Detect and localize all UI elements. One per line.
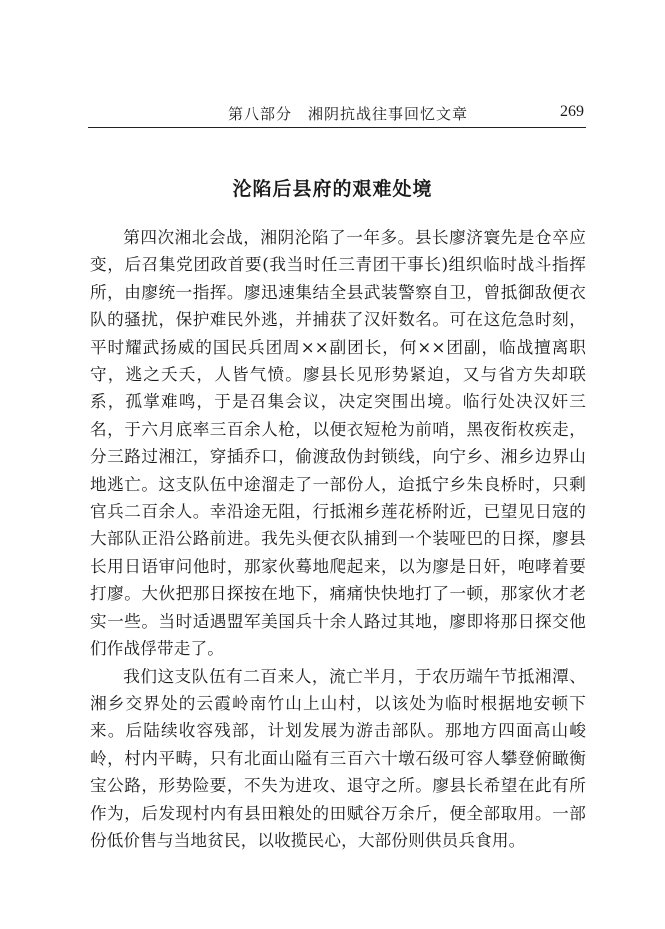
article-body (90, 224, 586, 854)
header-divider (88, 127, 586, 128)
section-title: 第八部分 湘阴抗战往事回忆文章 (228, 105, 469, 123)
article-title: 沦陷后县府的艰难处境 (232, 178, 433, 200)
running-header (88, 103, 586, 125)
paragraph-2: 我们这支队伍有二百来人，流亡半月，于农历端午节抵湘潭、湘乡交界处的云霞岭南竹山上山村，以该处为临时根据地安顿下来。后陆续收容残部，计划发展为游击部队。那地方四面高山峻岭，村内平畴，只有北面山隘有三百六十墩石级可容人攀登俯瞰衡宝公路，形势险要，不失为进攻、退守之所。廖县长希望在此有所作为，后发现村内有县田粮处的田赋谷万余斤，便全部取用。一部份低价售与当地贫民，以收揽民心，大部份则供员兵食用。 (90, 666, 586, 850)
page-number: 269 (560, 103, 584, 120)
paragraph-1: 第四次湘北会战，湘阴沦陷了一年多。县长廖济寰先是仓卒应变，后召集党团政首要(我当时任三青团干事长)组织临时战斗指挥所，由廖统一指挥。廖迅速集结全县武装警察自卫，曾抵御敌便衣队的骚扰，保护难民外逃，并捕获了汉奸数名。可在这危急时刻，平时耀武扬威的国民兵团周××副团长，何××团副，临战擅离职守，逃之夭夭，人皆气愤。廖县长见形势紧迫，又与省方失却联系，孤掌难鸣，于是召集会议，决定突围出境。临行处决汉奸三名，于六月底率三百余人枪，以便衣短枪为前哨，黑夜衔枚疾走，分三路过湘江，穿插乔口，偷渡敌伪封锁线，向宁乡、湘乡边界山地逃亡。这支队伍中途溜走了一部份人，迨抵宁乡朱良桥时，只剩官兵二百余人。幸沿途无阻，行抵湘乡莲花桥附近，已望见日寇的大部队正沿公路前进。我先头便衣队捕到一个装哑巴的日探，廖县长用日语审问他时，那家伙蓦地爬起来，以为廖是日奸，咆哮着要打廖。大伙把那日探按在地下，痛痛快快地打了一顿，那家伙才老实一些。当时适遇盟军美国兵十余人路过其地，廖即将那日探交他们作战俘带走了。 (90, 228, 586, 659)
